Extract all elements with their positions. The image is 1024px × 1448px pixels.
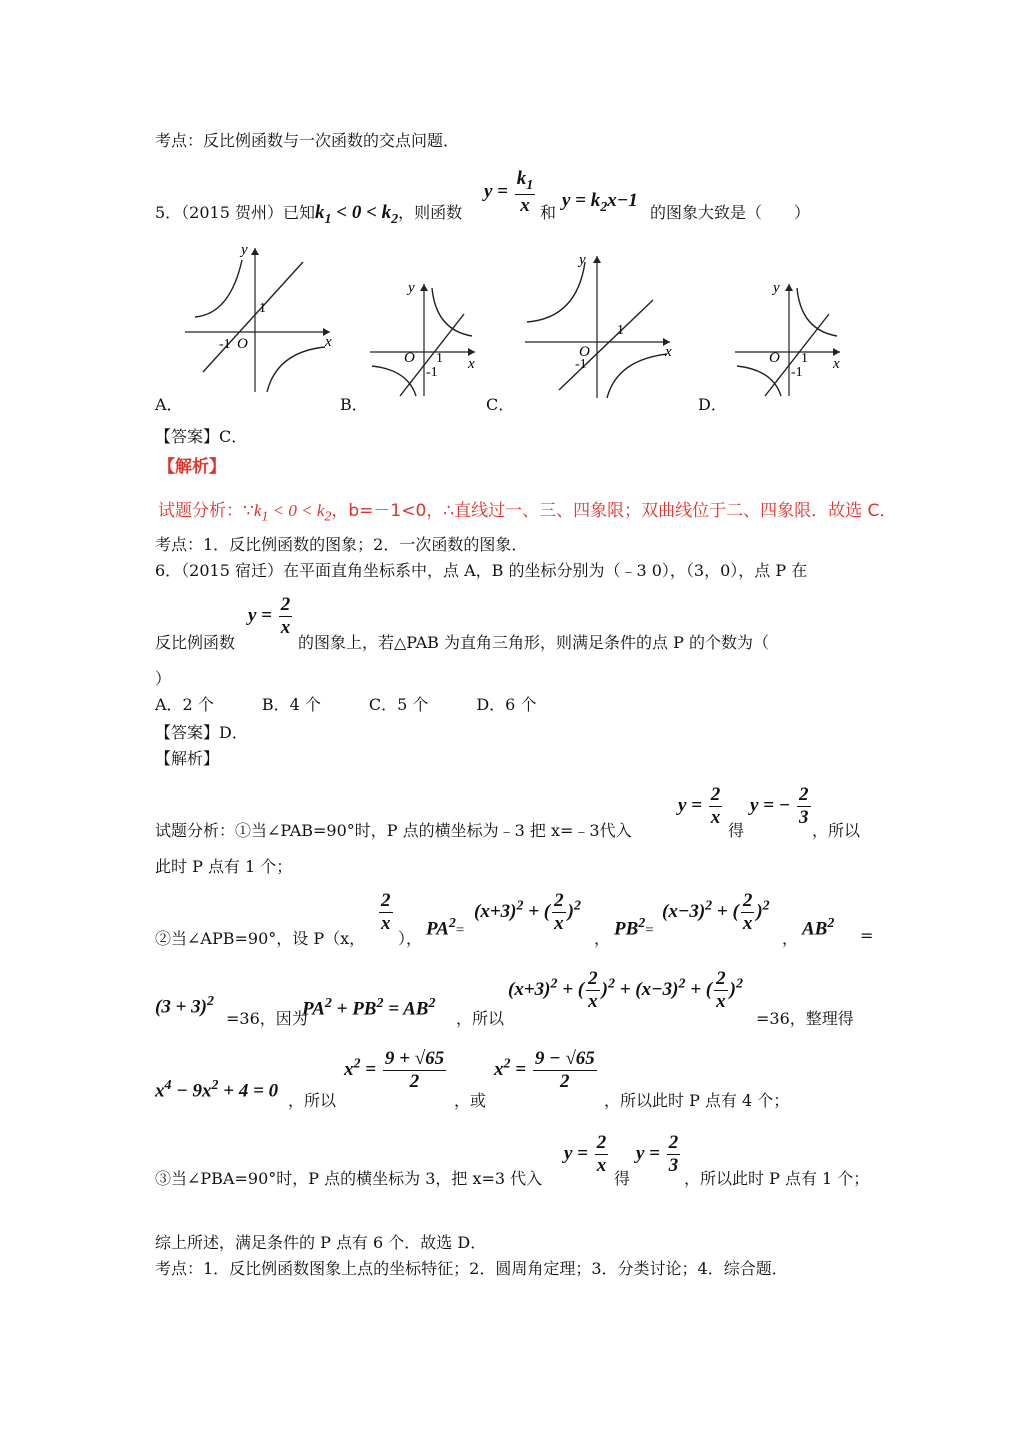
origin-label: O [404,350,415,366]
answer-6: 【答案】D． [155,723,248,742]
q5-suffix: 的图象大致是（ ） [650,203,811,222]
comma-2: ， [782,929,799,948]
q6-line2-a: 反比例函数 [155,633,236,652]
tick-neg-one: -1 [575,357,587,372]
step1-text: 试题分析：①当∠PAB=90°时，P 点的横坐标为﹣3 把 x=﹣3代入 [155,821,632,840]
formula-y-k2x-minus-1: $y = k_2x-1$ [562,190,638,215]
formula-y-neg-2-over-3: y = − $\frac{2}{3}$ [750,784,809,828]
origin-label: O [579,344,590,360]
q6-line1: 6．（2015 宿迁）在平面直角坐标系中，点 A，B 的坐标分别为（﹣3 0），（3，0），点 P 在 [155,561,808,580]
graph-option-b [370,278,485,398]
step2-text: ②当∠APB=90°，设 P（x， [155,929,366,948]
graph-option-c [525,250,680,400]
kaodian-line-1: 考点：反比例函数与一次函数的交点问题． [155,131,460,150]
analysis-5-lead: 试题分析：∵ [158,501,254,521]
formula-ab-squared: $AB^2$ [802,916,835,940]
graph-option-d [735,278,850,398]
step4-c: ，所以此时 P 点有 4 个； [604,1091,790,1110]
y-axis-label: y [241,242,248,258]
comma-1: ， [594,929,611,948]
tick-one: 1 [617,323,624,338]
formula-x2-minus-root: $x^2$ = $\frac{9 - √65}{2}$ [494,1048,595,1092]
x-axis-label: x [325,334,332,350]
step5-c: ，所以此时 P 点有 1 个； [684,1169,870,1188]
jiexi-6-heading: 【解析】 [155,749,220,768]
formula-pb-squared: $PB^2=$ [614,916,654,940]
analysis-5-tail: b=－1<0，∴直线过一、三、四象限；双曲线位于二、四象限．故选 C． [348,501,897,521]
step5-text: ③当∠PBA=90°时，P 点的横坐标为 3，把 x=3 代入 [155,1169,543,1188]
formula-x2-plus-root: $x^2$ = $\frac{9 + √65}{2}$ [344,1048,445,1092]
tick-neg-one: -1 [791,365,803,380]
q6-options: A．2 个 B．4 个 C．5 个 D．6 个 [155,695,537,714]
formula-y-k1-over-x: y = $\frac{k_1}{x}$ [484,168,534,216]
formula-y-2-over-x-step5: y = $\frac{2}{x}$ [564,1132,607,1176]
tick-neg-one: -1 [426,365,438,380]
tick-one: 1 [801,351,808,366]
tick-one: 1 [259,301,266,316]
q5-he: 和 [540,203,557,222]
formula-pb-expansion: $(x-3)^2$ + ( $\frac{2}{x}$ )$^2$ [662,890,770,934]
formula-pa-squared: $PA^2=$ [426,916,465,940]
kaodian-line-6: 考点：1．反比例函数图象上点的坐标特征；2．圆周角定理；3．分类讨论；4．综合题． [155,1259,788,1278]
jiexi-5-heading: 【解析】 [158,457,226,477]
option-d-label: D． [698,395,727,414]
x-axis-label: x [833,356,840,372]
formula-sum-expansion: $(x+3)^2$ + ( $\frac{2}{x}$ )$^2 + (x-3)^2$ + ( $\frac{2}{x}$ )$^2$ [508,968,743,1012]
q6-line3: ） [155,669,172,688]
tick-neg-one: -1 [219,337,231,352]
equals-sign: = [860,926,874,945]
step4-b: ，或 [454,1091,487,1110]
formula-quartic: $x^4 - 9x^2 + 4 = 0$ [155,1078,279,1102]
formula-pa-expansion: $(x+3)^2$ + ( $\frac{2}{x}$ )$^2$ [474,890,581,934]
fraction-2-over-x: $\frac{2}{x}$ [381,890,391,934]
question-5-stem [155,200,462,228]
q6-line2-b: 的图象上，若△PAB 为直角三角形，则满足条件的点 P 的个数为（ [298,633,769,652]
q5-mid: ，则函数 [398,203,463,222]
formula-3-plus-3-squared: $(3 + 3)^2$ [155,994,214,1018]
formula-y-2-over-x-step1: y = $\frac{2}{x}$ [678,784,721,828]
graph-option-a [185,242,340,397]
formula-k1-k2-red: $k_1 < 0 < k_2$ [253,501,332,525]
step1-de: 得 [728,821,745,840]
step3-a: =36，因为 [226,1009,308,1028]
formula-y-2-over-x: y = $\frac{2}{x}$ [248,594,291,638]
q5-prefix: 5．（2015 贺州）已知 [155,203,315,222]
origin-label: O [237,336,248,352]
step1-suoyi: ，所以 [812,821,861,840]
formula-pa2-pb2-ab2: $PA^2 + PB^2 = AB^2$ [302,996,436,1020]
step1-line2: 此时 P 点有 1 个； [155,857,293,876]
y-axis-label: y [579,252,586,268]
step4-a: ，所以 [288,1091,337,1110]
formula-k1-lt-0-lt-k2: $k_1 < 0 < k_2$ [315,202,399,227]
formula-y-2-over-3: y = $\frac{2}{3}$ [636,1132,679,1176]
x-axis-label: x [665,344,672,360]
option-c-label: C． [486,395,515,414]
y-axis-label: y [773,280,780,296]
tick-one: 1 [436,351,443,366]
kaodian-line-5: 考点：1．反比例函数的图象；2．一次函数的图象． [155,535,528,554]
option-b-label: B． [340,395,368,414]
x-axis-label: x [468,356,475,372]
option-a-label: A． [155,395,183,414]
origin-label: O [769,350,780,366]
step5-de: 得 [614,1169,631,1188]
step3-b: ，所以 [456,1009,505,1028]
step2-close: ）， [398,929,423,948]
answer-5: 【答案】C． [155,427,248,446]
step3-c: =36，整理得 [756,1009,854,1028]
summary-line: 综上所述，满足条件的 P 点有 6 个．故选 D． [155,1233,487,1252]
analysis-5: 试题分析：$\because k_1 < 0 < k_2$，b=－1<0，∴直线过一、三、四象限；双曲线位于二、四象限．故选 C． [158,501,897,525]
y-axis-label: y [408,280,415,296]
